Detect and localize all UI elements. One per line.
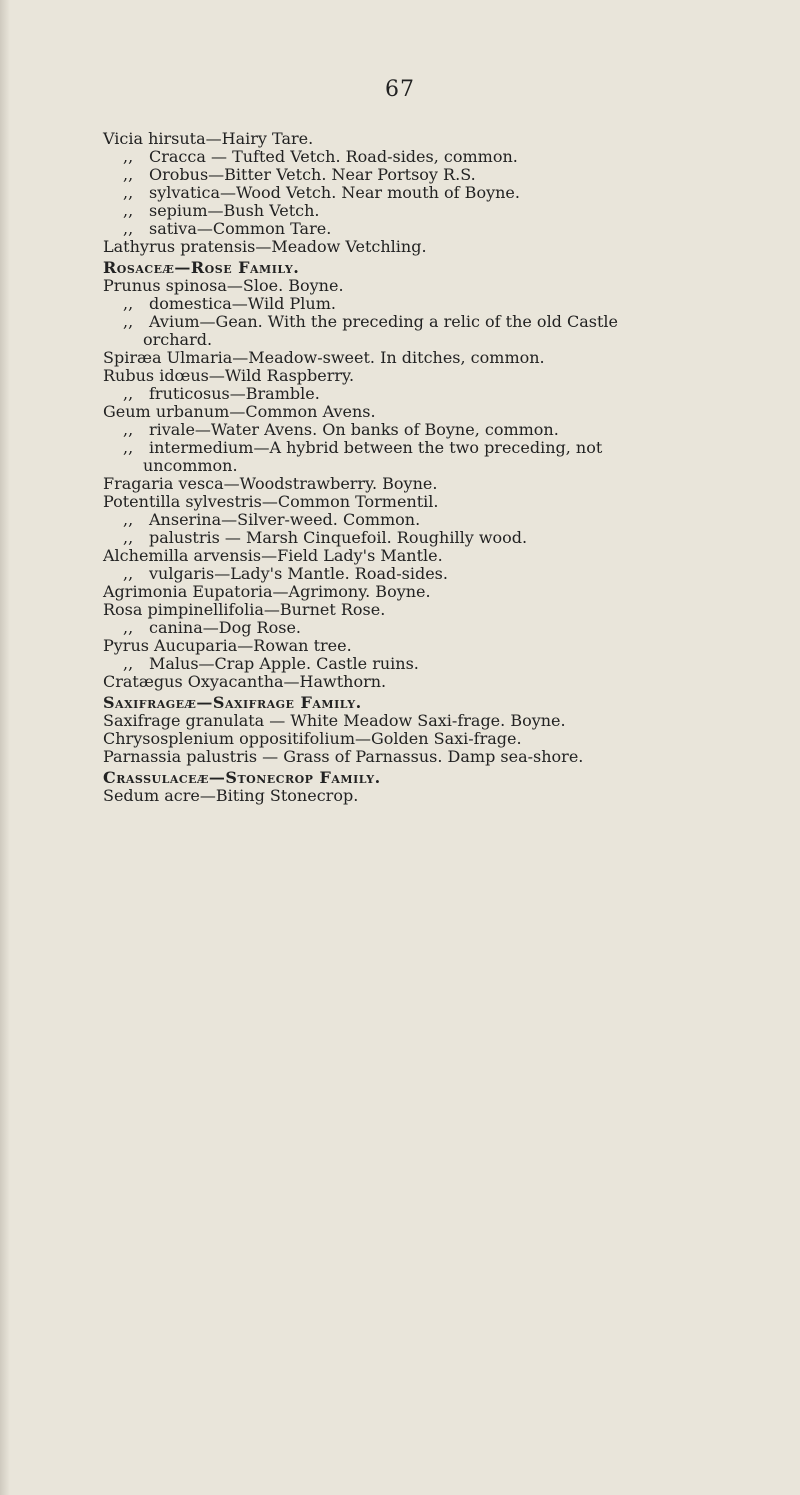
species-entry: Geum urbanum—Common Avens. [103,402,376,421]
species-entry [123,295,683,313]
entry-text: Avium—Gean. With the preceding a relic of the old Castle orchard. [143,312,619,349]
entry-text: Anserina—Silver-weed. Common. [149,510,421,529]
species-entry [123,565,683,583]
ditto-mark: ,, [123,528,134,547]
page-edge [0,0,10,1495]
species-entry: Parnassia palustris — Grass of Parnassus. Damp sea-shore. [103,747,584,766]
ditto-mark: ,, [123,219,134,238]
species-entry: Chrysosplenium oppositifolium—Golden Saxi-frage. [103,729,522,748]
species-entry: Alchemilla arvensis—Field Lady's Mantle. [103,546,443,565]
entry-text: sylvatica—Wood Vetch. Near mouth of Boyne. [149,183,520,202]
species-entry: Rosa pimpinellifolia—Burnet Rose. [103,600,386,619]
ditto-mark: ,, [123,294,134,313]
ditto-mark: ,, [123,564,134,583]
species-entry [123,148,683,166]
species-entry [123,313,683,349]
entry-text: intermedium—A hybrid between the two preceding, not uncommon. [143,438,603,475]
species-entry [123,220,683,238]
species-entry: Saxifrage granulata — White Meadow Saxi-frage. Boyne. [103,711,566,730]
entry-text: fruticosus—Bramble. [149,384,320,403]
ditto-mark: ,, [123,654,134,673]
entry-text: vulgaris—Lady's Mantle. Road-sides. [149,564,448,583]
entry-text: palustris — Marsh Cinquefoil. Roughilly wood. [149,528,528,547]
species-entry: Pyrus Aucuparia—Rowan tree. [103,636,352,655]
species-entry [123,529,683,547]
species-entry: Prunus spinosa—Sloe. Boyne. [103,276,344,295]
section-2 [103,693,683,766]
ditto-mark: ,, [123,510,134,529]
ditto-mark: ,, [123,384,134,403]
entry-text: Orobus—Bitter Vetch. Near Portsoy R.S. [149,165,476,184]
family-heading: Rosaceæ—Rose Family. [103,258,300,277]
species-entry [123,421,683,439]
species-entry [123,202,683,220]
entry-text: canina—Dog Rose. [149,618,301,637]
species-entry: Fragaria vesca—Woodstrawberry. Boyne. [103,474,438,493]
species-entry [123,385,683,403]
entry-text: sepium—Bush Vetch. [149,201,320,220]
species-entry: Agrimonia Eupatoria—Agrimony. Boyne. [103,582,431,601]
species-entry: Cratægus Oxyacantha—Hawthorn. [103,672,387,691]
ditto-mark: ,, [123,201,134,220]
ditto-mark: ,, [123,420,134,439]
species-entry: Vicia hirsuta—Hairy Tare. [103,129,314,148]
species-entry [123,511,683,529]
section-0 [103,129,683,256]
ditto-mark: ,, [123,165,134,184]
page-number: 67 [385,77,415,102]
family-heading: Saxifrageæ—Saxifrage Family. [103,693,362,712]
species-entry: Sedum acre—Biting Stonecrop. [103,786,359,805]
section-3 [103,768,683,805]
page-content [103,130,683,808]
ditto-mark: ,, [123,147,134,166]
species-entry [123,619,683,637]
entry-text: Malus—Crap Apple. Castle ruins. [149,654,419,673]
species-entry [123,439,683,475]
ditto-mark: ,, [123,312,134,331]
family-heading: Crassulaceæ—Stonecrop Family. [103,768,381,787]
species-entry: Potentilla sylvestris—Common Tormentil. [103,492,439,511]
entry-text: domestica—Wild Plum. [149,294,336,313]
entry-text: sativa—Common Tare. [149,219,332,238]
species-entry [123,184,683,202]
species-entry: Lathyrus pratensis—Meadow Vetchling. [103,237,427,256]
species-entry [123,166,683,184]
species-entry: Rubus idœus—Wild Raspberry. [103,366,355,385]
species-entry: Spiræa Ulmaria—Meadow-sweet. In ditches, common. [103,348,545,367]
species-entry [123,655,683,673]
ditto-mark: ,, [123,438,134,457]
ditto-mark: ,, [123,618,134,637]
entry-text: Cracca — Tufted Vetch. Road-sides, common. [149,147,518,166]
section-1 [103,258,683,691]
entry-text: rivale—Water Avens. On banks of Boyne, common. [149,420,559,439]
ditto-mark: ,, [123,183,134,202]
